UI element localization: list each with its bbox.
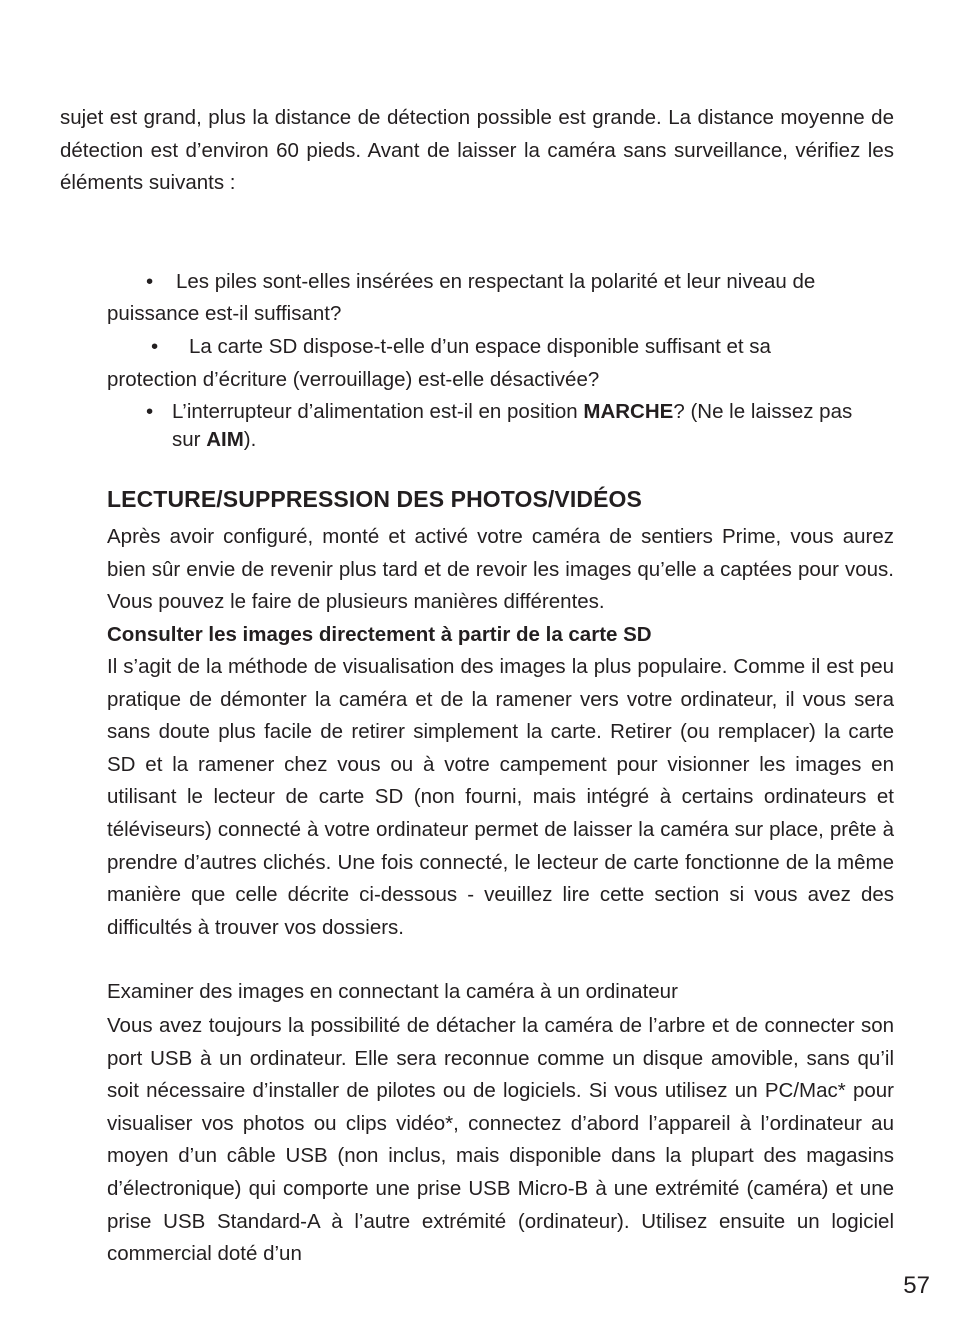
sd-card-paragraph: Il s’agit de la méthode de visualisation des images la plus populaire. Comme il est peu pratique de démonter la caméra et de la ramener vers votre ordinateur, il vous sera sans doute plus facile de retirer simplement la carte. Retirer (ou remplacer) la carte SD et la ramener chez vous ou à votre campement pour visionner les images en utilisant le lecteur de carte SD (non fourni, mais intégré à certains ordinateurs et téléviseurs) connecté à votre ordinateur permet de laisser la caméra sur place, prête à prendre d’autres clichés. Une fois connecté, le lecteur de carte fonctionne de la même manière que celle décrite ci-dessous - veuillez lire cette section si vous avez des difficultés à trouver vos dossiers. [107, 655, 894, 939]
computer-paragraph: Vous avez toujours la possibilité de détacher la caméra de l’arbre et de connecter son port USB à un ordinateur. Elle sera reconnue comme un disque amovible, sans qu’il soit nécessaire d’installer de pilotes ou de logiciels. Si vous utilisez un PC/Mac* pour visualiser vos photos ou clips vidéo*, connectez d’abord l’appareil à l’ordinateur au moyen d’un câble USB (non inclus, mais disponible dans la plupart des magasins d’électronique) qui comporte une prise USB Micro-B à une extrémité (caméra) et une prise USB Standard-A à l’autre extrémité (ordinateur). Utilisez ensuite un logiciel commercial doté d’un [107, 1014, 894, 1266]
bullet-3-text: sur [172, 428, 207, 451]
bullet-marker: • [151, 335, 159, 358]
bullet-3-text: ). [243, 428, 257, 451]
bullet-2-line-2: protection d’écriture (verrouillage) est-elle désactivée? [107, 368, 600, 391]
bullet-3-bold-marche: MARCHE [583, 400, 674, 423]
bullet-3-text: L’interrupteur d’alimentation est-il en position [172, 400, 584, 423]
bullet-marker: • [146, 270, 154, 293]
section-heading: LECTURE/SUPPRESSION DES PHOTOS/VIDÉOS [107, 486, 642, 512]
bullet-2-line-1: La carte SD dispose-t-elle d’un espace disponible suffisant et sa [189, 335, 771, 358]
bullet-marker: • [146, 400, 154, 423]
bullet-3-line-2 [172, 424, 256, 456]
section-intro-paragraph: Après avoir configuré, monté et activé votre caméra de sentiers Prime, vous aurez bien sûr envie de revenir plus tard et de revoir les images qu’elle a captées pour vous. Vous pouvez le faire de plusieurs manières différentes. [107, 525, 894, 614]
bullet-3-bold-aim: AIM [206, 428, 244, 451]
subheading-sd-card: Consulter les images directement à partir de la carte SD [107, 623, 652, 646]
intro-paragraph: sujet est grand, plus la distance de détection possible est grande. La distance moyenne de détection est d’environ 60 pieds. Avant de laisser la caméra sans surveillance, vérifiez les éléments suivants : [60, 106, 894, 195]
bullet-3-text: ? (Ne le laissez pas [673, 400, 853, 423]
page-number: 57 [903, 1272, 930, 1299]
bullet-1-line-2: puissance est-il suffisant? [107, 302, 342, 325]
bullet-1-line-1: Les piles sont-elles insérées en respectant la polarité et leur niveau de [176, 270, 816, 293]
subheading-computer: Examiner des images en connectant la caméra à un ordinateur [107, 980, 678, 1003]
bullet-3-line-1 [172, 396, 852, 428]
